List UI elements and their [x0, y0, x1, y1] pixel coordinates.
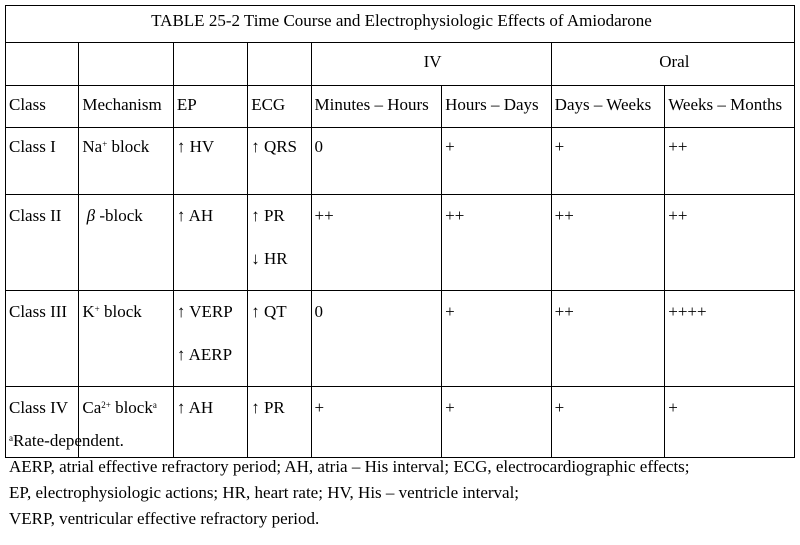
col-header-weeks-months: Weeks – Months	[665, 86, 795, 128]
mechanism-cell: $Ca^{2+}$ block$^a$	[79, 387, 173, 458]
footnote-rate-dependent: $^a$Rate-dependent.	[9, 431, 124, 450]
table-row	[6, 195, 795, 291]
value-cell: ++++	[665, 291, 795, 387]
value-cell: ++	[665, 195, 795, 291]
value-cell: ++	[442, 195, 552, 291]
table-row	[6, 128, 795, 195]
value-cell: ++	[311, 195, 442, 291]
mechanism-cell: Na+ block	[79, 128, 173, 195]
abbreviation-line: EP, electrophysiologic actions; HR, heart rate; HV, His – ventricle interval;	[9, 483, 520, 502]
value-cell: 0	[311, 291, 442, 387]
value-cell: ++	[551, 195, 665, 291]
empty-cell	[79, 43, 173, 86]
col-header-hours-days: Hours – Days	[442, 86, 552, 128]
class-cell: Class III	[6, 291, 79, 387]
ep-cell: ↑ AH	[173, 195, 247, 291]
mechanism-cell: β -block	[79, 195, 173, 291]
iv-group-header: IV	[311, 43, 551, 86]
ecg-cell: ↑ QRS	[248, 128, 311, 195]
class-cell: Class I	[6, 128, 79, 195]
value-cell: +	[311, 387, 442, 458]
empty-cell	[173, 43, 247, 86]
ep-cell: ↑ VERP ↑ AERP	[173, 291, 247, 387]
value-cell: +	[442, 291, 552, 387]
value-cell: +	[665, 387, 795, 458]
value-cell: 0	[311, 128, 442, 195]
col-header-class: Class	[6, 86, 79, 128]
oral-group-header: Oral	[551, 43, 794, 86]
empty-cell	[6, 43, 79, 86]
col-header-ep: EP	[173, 86, 247, 128]
value-cell: ++	[665, 128, 795, 195]
ep-cell: ↑ HV	[173, 128, 247, 195]
group-header-row	[6, 43, 795, 86]
value-cell: ++	[551, 291, 665, 387]
value-cell: +	[551, 387, 665, 458]
value-cell: +	[442, 128, 552, 195]
abbreviation-line: AERP, atrial effective refractory period; AH, atria – His interval; ECG, electrocardiographic effects;	[9, 457, 690, 476]
column-header-row	[6, 86, 795, 128]
mechanism-cell: K+ block	[79, 291, 173, 387]
col-header-days-weeks: Days – Weeks	[551, 86, 665, 128]
table-title: TABLE 25-2 Time Course and Electrophysiologic Effects of Amiodarone	[6, 6, 795, 43]
col-header-ecg: ECG	[248, 86, 311, 128]
ep-cell: ↑ AH	[173, 387, 247, 458]
value-cell: +	[551, 128, 665, 195]
empty-cell	[248, 43, 311, 86]
footnotes	[9, 428, 794, 532]
col-header-minutes-hours: Minutes – Hours	[311, 86, 442, 128]
table-row	[6, 291, 795, 387]
ecg-cell: ↑ QT	[248, 291, 311, 387]
amiodarone-table	[5, 5, 795, 458]
ecg-cell: ↑ PR	[248, 387, 311, 458]
col-header-mechanism: Mechanism	[79, 86, 173, 128]
class-cell: Class IV	[6, 387, 79, 458]
abbreviation-line: VERP, ventricular effective refractory period.	[9, 509, 320, 528]
class-cell: Class II	[6, 195, 79, 291]
value-cell: +	[442, 387, 552, 458]
ecg-cell: ↑ PR ↓ HR	[248, 195, 311, 291]
